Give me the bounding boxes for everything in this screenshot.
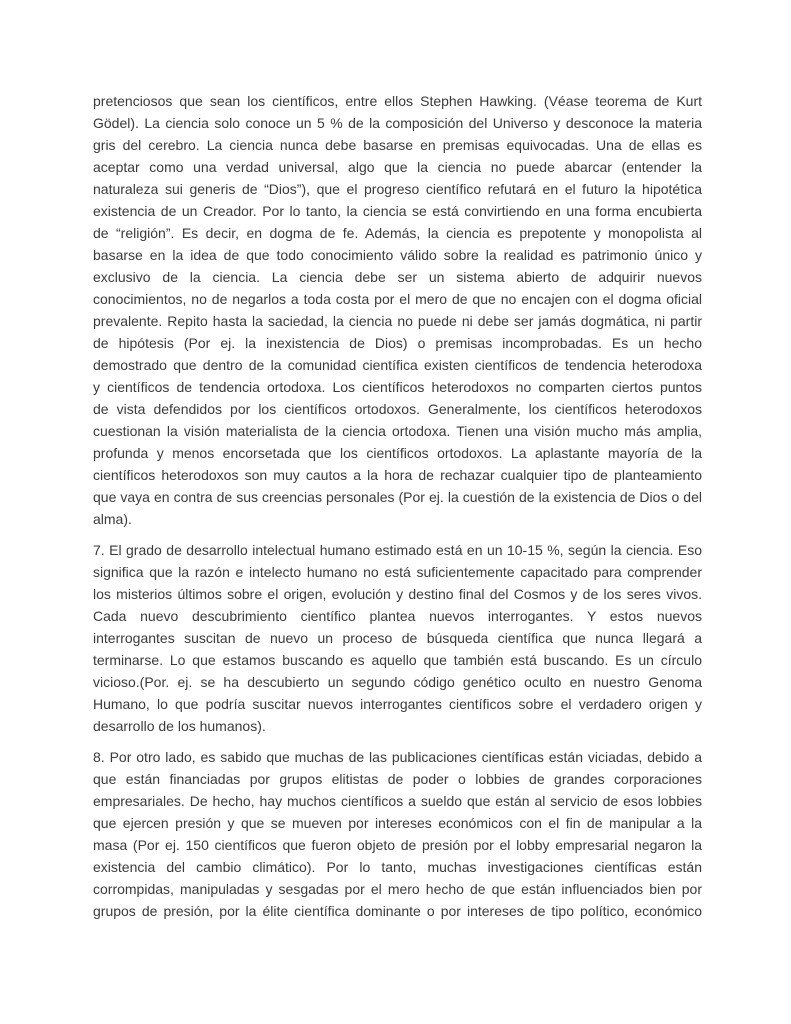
text-line: que vaya en contra de sus creencias personales (Por ej. la cuestión de la existencia de Dios o del — [93, 489, 702, 505]
text-line: masa (Por ej. 150 científicos que fueron objeto de presión por el lobby empresarial negaron la — [93, 837, 702, 853]
text-line: empresariales. De hecho, hay muchos científicos a sueldo que están al servicio de esos lobbies — [93, 793, 702, 809]
text-line: exclusivo de la ciencia. La ciencia debe ser un sistema abierto de adquirir nuevos — [93, 269, 702, 285]
text-line: significa que la razón e intelecto humano no está suficientemente capacitado para comprender — [93, 564, 702, 580]
text-line: Humano, lo que podría suscitar nuevos interrogantes científicos sobre el verdadero origen y — [93, 696, 702, 712]
text-line: Gödel). La ciencia solo conoce un 5 % de la composición del Universo y desconoce la materia — [93, 115, 702, 131]
text-line: cuestionan la visión materialista de la ciencia ortodoxa. Tienen una visión mucho más amplia, — [93, 423, 702, 439]
text-line: pretenciosos que sean los científicos, entre ellos Stephen Hawking. (Véase teorema de Kurt — [93, 93, 702, 109]
text-line: científicos heterodoxos son muy cautos a la hora de rechazar cualquier tipo de planteamiento — [93, 467, 702, 483]
text-block — [93, 90, 702, 931]
text-line: terminarse. Lo que estamos buscando es aquello que también está buscando. Es un círculo — [93, 652, 702, 668]
text-line: de “religión”. Es decir, en dogma de fe. Además, la ciencia es prepotente y monopolista al — [93, 225, 702, 241]
text-line: desarrollo de los humanos). — [93, 718, 266, 734]
text-line: aceptar como una verdad universal, algo que la ciencia no puede abarcar (entender la — [93, 159, 702, 175]
text-line: y científicos de tendencia ortodoxa. Los científicos heterodoxos no comparten ciertos puntos — [93, 379, 702, 395]
paragraph-item-7 — [93, 539, 702, 737]
text-line: que están financiadas por grupos elitistas de poder o lobbies de grandes corporaciones — [93, 771, 702, 787]
text-line: de vista defendidos por los científicos ortodoxos. Generalmente, los científicos heterodoxos — [93, 401, 702, 417]
text-line: de hipótesis (Por ej. la inexistencia de Dios) o premisas incomprobadas. Es un hecho — [93, 335, 702, 351]
text-line: demostrado que dentro de la comunidad científica existen científicos de tendencia heterodoxa — [93, 357, 702, 373]
text-line: 8. Por otro lado, es sabido que muchas de las publicaciones científicas están viciadas, debido a — [93, 749, 702, 765]
text-line: vicioso.(Por. ej. se ha descubierto un segundo código genético oculto en nuestro Genoma — [93, 674, 702, 690]
text-line: los misterios últimos sobre el origen, evolución y destino final del Cosmos y de los seres vivos. — [93, 586, 702, 602]
text-line: naturaleza sui generis de “Dios”), que el progreso científico refutará en el futuro la hipotética — [93, 181, 702, 197]
paragraph-continuation — [93, 90, 702, 530]
paragraph-item-8 — [93, 746, 702, 922]
text-line: gris del cerebro. La ciencia nunca debe basarse en premisas equivocadas. Una de ellas es — [93, 137, 702, 153]
text-line: grupos de presión, por la élite científica dominante o por intereses de tipo político, económico — [93, 903, 702, 919]
text-line: profunda y menos encorsetada que los científicos ortodoxos. La aplastante mayoría de la — [93, 445, 702, 461]
text-line: 7. El grado de desarrollo intelectual humano estimado está en un 10-15 %, según la ciencia. Eso — [93, 542, 702, 558]
text-line: existencia de un Creador. Por lo tanto, la ciencia se está convirtiendo en una forma encubierta — [93, 203, 702, 219]
text-line: corrompidas, manipuladas y sesgadas por el mero hecho de que están influenciados bien por — [93, 881, 702, 897]
text-line: alma). — [93, 511, 132, 527]
text-line: Cada nuevo descubrimiento científico plantea nuevos interrogantes. Y estos nuevos — [93, 608, 702, 624]
text-line: existencia del cambio climático). Por lo tanto, muchas investigaciones científicas están — [93, 859, 702, 875]
text-line: basarse en la idea de que todo conocimiento válido sobre la realidad es patrimonio único y — [93, 247, 702, 263]
text-line: prevalente. Repito hasta la saciedad, la ciencia no puede ni debe ser jamás dogmática, ni partir — [93, 313, 702, 329]
text-line: interrogantes suscitan de nuevo un proceso de búsqueda científica que nunca llegará a — [93, 630, 702, 646]
text-line: que ejercen presión y que se mueven por intereses económicos con el fin de manipular a la — [93, 815, 702, 831]
text-line: conocimientos, no de negarlos a toda costa por el mero de que no encajen con el dogma oficial — [93, 291, 702, 307]
